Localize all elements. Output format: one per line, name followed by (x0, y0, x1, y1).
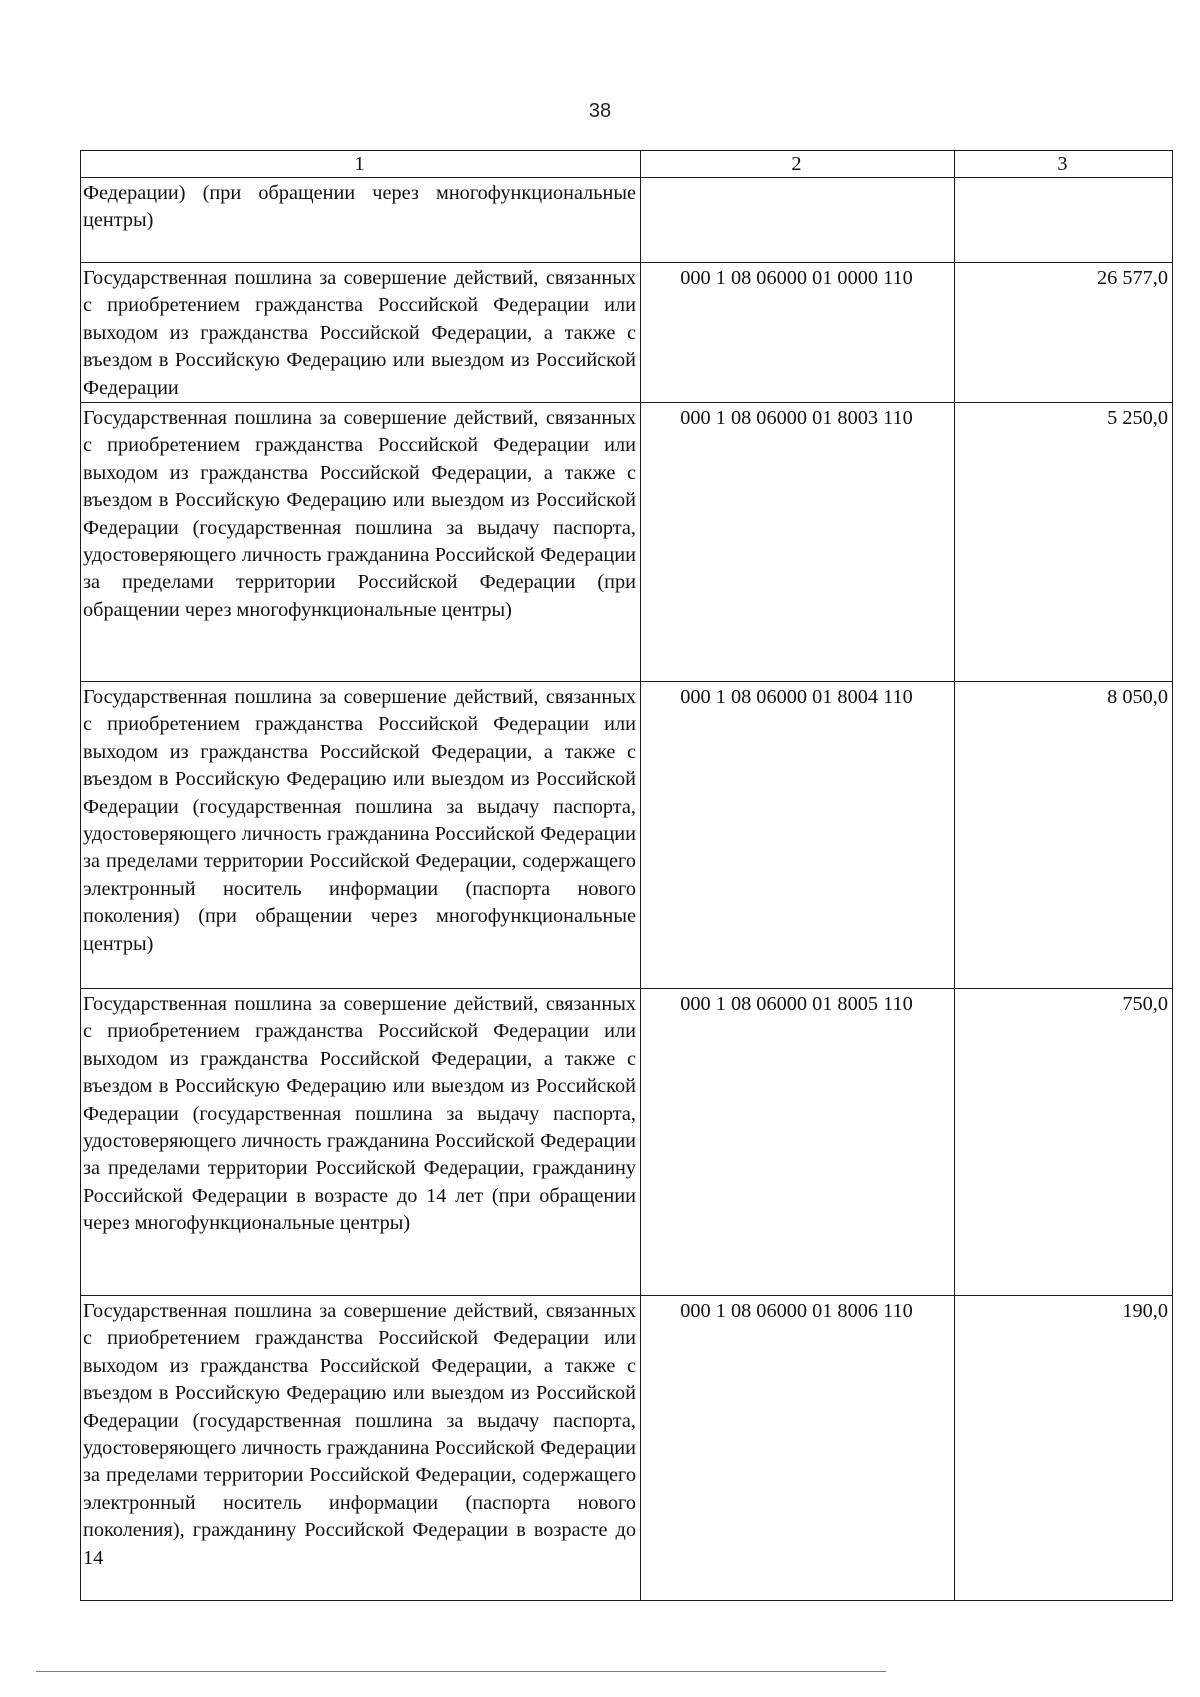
revenue-code-cell: 000 1 08 06000 01 0000 110 (641, 263, 955, 403)
revenue-name-cell: Государственная пошлина за совершение действий, связанных с приобретением гражданства Российской Федерации или выходом из гражданства Российской Федерации, а также с въездом в Российскую Федерацию или выездом из Российской Федерации (государственная пошлина за выдачу паспорта, удостоверяющего личность гражданина Российской Федерации за пределами территории Российской Федерации, содержащего электронный носитель информации (паспорта нового поколения) (при обращении через многофункциональные центры) (81, 682, 641, 989)
column-header-1: 1 (81, 151, 641, 178)
revenue-code-cell: 000 1 08 06000 01 8003 110 (641, 403, 955, 682)
revenue-amount-cell: 750,0 (955, 989, 1173, 1296)
revenue-amount-cell (955, 178, 1173, 263)
table-row (81, 989, 1173, 1296)
revenue-amount-cell: 190,0 (955, 1296, 1173, 1601)
revenue-name-cell: Государственная пошлина за совершение действий, связанных с приобретением гражданства Российской Федерации или выходом из гражданства Российской Федерации, а также с въездом в Российскую Федерацию или выездом из Российской Федерации (государственная пошлина за выдачу паспорта, удостоверяющего личность гражданина Российской Федерации за пределами территории Российской Федерации, содержащего электронный носитель информации (паспорта нового поколения), гражданину Российской Федерации в возрасте до 14 (81, 1296, 641, 1601)
table-row (81, 682, 1173, 989)
table-header-row (81, 151, 1173, 178)
revenue-code-cell (641, 178, 955, 263)
revenue-code-cell: 000 1 08 06000 01 8004 110 (641, 682, 955, 989)
revenue-name-cell: Государственная пошлина за совершение действий, связанных с приобретением гражданства Российской Федерации или выходом из гражданства Российской Федерации, а также с въездом в Российскую Федерацию или выездом из Российской Федерации (государственная пошлина за выдачу паспорта, удостоверяющего личность гражданина Российской Федерации за пределами территории Российской Федерации, гражданину Российской Федерации в возрасте до 14 лет (при обращении через многофункциональные центры) (81, 989, 641, 1296)
revenue-name-cell: Государственная пошлина за совершение действий, связанных с приобретением гражданства Российской Федерации или выходом из гражданства Российской Федерации, а также с въездом в Российскую Федерацию или выездом из Российской Федерации (81, 263, 641, 403)
table-row (81, 403, 1173, 682)
column-header-2: 2 (641, 151, 955, 178)
budget-revenue-table (80, 150, 1173, 1601)
revenue-amount-cell: 5 250,0 (955, 403, 1173, 682)
revenue-code-cell: 000 1 08 06000 01 8006 110 (641, 1296, 955, 1601)
scan-edge-line (36, 1671, 886, 1672)
revenue-amount-cell: 8 050,0 (955, 682, 1173, 989)
revenue-name-cell: Федерации) (при обращении через многофункциональные центры) (81, 178, 641, 263)
revenue-code-cell: 000 1 08 06000 01 8005 110 (641, 989, 955, 1296)
column-header-3: 3 (955, 151, 1173, 178)
revenue-amount-cell: 26 577,0 (955, 263, 1173, 403)
table-row (81, 263, 1173, 403)
table-row (81, 178, 1173, 263)
revenue-name-cell: Государственная пошлина за совершение действий, связанных с приобретением гражданства Российской Федерации или выходом из гражданства Российской Федерации, а также с въездом в Российскую Федерацию или выездом из Российской Федерации (государственная пошлина за выдачу паспорта, удостоверяющего личность гражданина Российской Федерации за пределами территории Российской Федерации (при обращении через многофункциональные центры) (81, 403, 641, 682)
table-row (81, 1296, 1173, 1601)
page-number: 38 (588, 100, 612, 122)
